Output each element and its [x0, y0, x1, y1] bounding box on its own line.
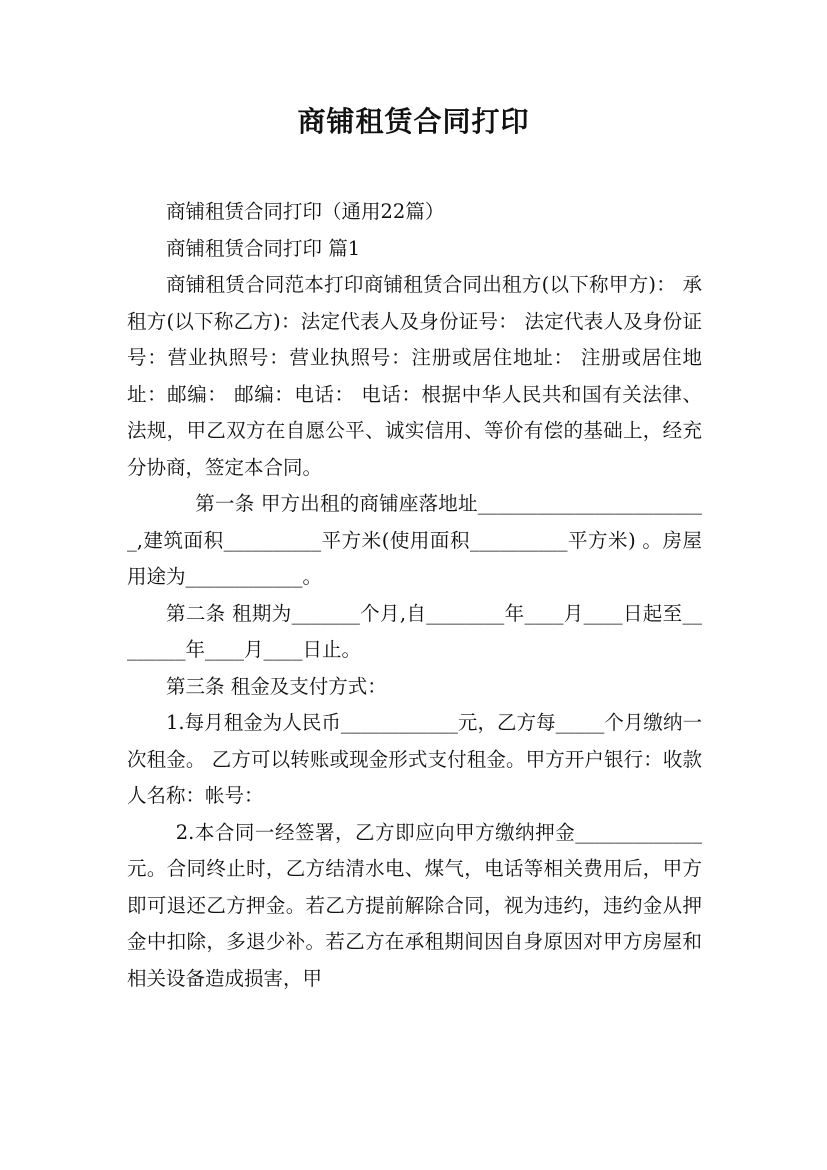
document-title: 商铺租赁合同打印 [297, 105, 530, 138]
paragraph-heading-general: 商铺租赁合同打印（通用22篇） [166, 200, 445, 223]
paragraph-article-1: 第一条 甲方出租的商铺座落地址________________________,建筑面积__________平方米(使用面积__________平方米) 。房屋用途为____________。 [127, 492, 702, 588]
paragraph-article-3-item-2: 2.本合同一经签署，乙方即应向甲方缴纳押金_____________元。合同终止时，乙方结清水电、煤气，电话等相关费用后，甲方即可退还乙方押金。若乙方提前解除合同，视为违约，违约金从押金中扣除，多退少补。若乙方在承租期间因自身原因对甲方房屋和相关设备造成损害，甲 [127, 820, 702, 990]
paragraph-article-2: 第二条 租期为_______个月,自________年____月____日起至________年____月____日止。 [127, 601, 702, 661]
paragraph-parties: 商铺租赁合同范本打印商铺租赁合同出租方(以下称甲方)： 承租方(以下称乙方)：法定代表人及身份证号： 法定代表人及身份证号：营业执照号：营业执照号：注册或居住地址： 注册或居住地址：邮编： 邮编：电话： 电话：根据中华人民共和国有关法律、法规，甲乙双方在自愿公平、诚实信用、等价有偿的基础上，经充分协商，签定本合同。 [127, 273, 702, 479]
paragraph-heading-part-1: 商铺租赁合同打印 篇1 [166, 236, 361, 260]
paragraph-article-3-item-1: 1.每月租金为人民币____________元，乙方每_____个月缴纳一次租金。 乙方可以转账或现金形式支付租金。甲方开户银行：收款人名称：帐号： [127, 711, 702, 807]
document-body [127, 194, 702, 997]
paragraph-article-3: 第三条 租金及支付方式： [166, 674, 387, 698]
